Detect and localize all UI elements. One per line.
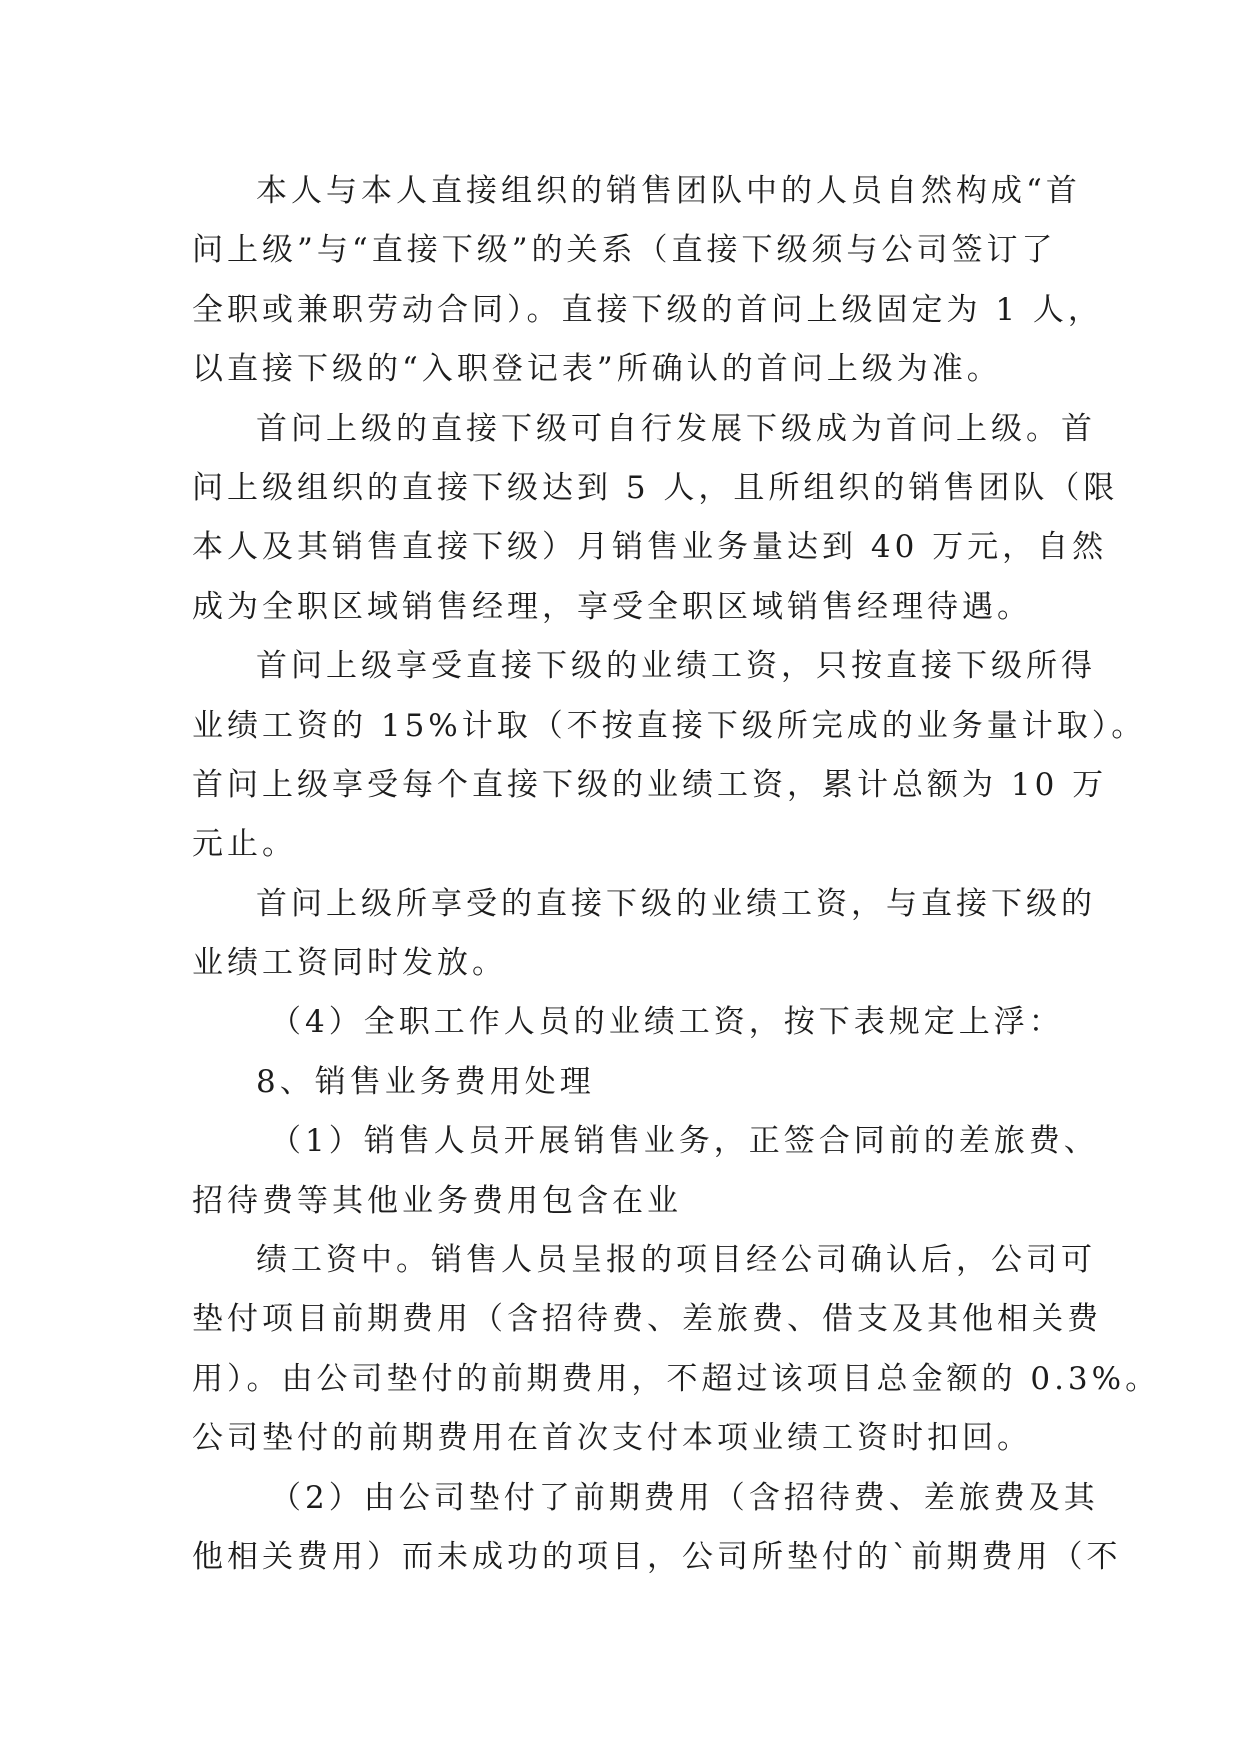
paragraph-line: 业绩工资同时发放。 bbox=[192, 945, 507, 982]
document-body bbox=[192, 162, 1161, 1587]
paragraph-line: 首问上级所享受的直接下级的业绩工资，与直接下级的 bbox=[256, 885, 1096, 922]
paragraph-line: 招待费等其他业务费用包含在业 bbox=[192, 1182, 682, 1219]
paragraph-line: （1）销售人员开展销售业务，正签合同前的差旅费、 bbox=[270, 1123, 1099, 1160]
paragraph-line: 垫付项目前期费用（含招待费、差旅费、借支及其他相关费 bbox=[192, 1301, 1102, 1338]
paragraph-line: 他相关费用）而未成功的项目，公司所垫付的`前期费用（不 bbox=[192, 1538, 1122, 1575]
section-heading: 8、销售业务费用处理 bbox=[256, 1063, 595, 1100]
paragraph-line: 问上级组织的直接下级达到 5 人，且所组织的销售团队（限 bbox=[192, 469, 1119, 506]
paragraph-line: 本人与本人直接组织的销售团队中的人员自然构成“首 bbox=[256, 173, 1081, 209]
paragraph-line: 用）。由公司垫付的前期费用，不超过该项目总金额的 0.3%。 bbox=[192, 1360, 1161, 1397]
paragraph-line: （2）由公司垫付了前期费用（含招待费、差旅费及其 bbox=[270, 1479, 1099, 1516]
paragraph-line: 问上级”与“直接下级”的关系（直接下级须与公司签订了 bbox=[192, 232, 1057, 269]
paragraph-line: 元止。 bbox=[192, 826, 297, 863]
paragraph-line: （4）全职工作人员的业绩工资，按下表规定上浮： bbox=[270, 1004, 1064, 1041]
paragraph-line: 绩工资中。销售人员呈报的项目经公司确认后，公司可 bbox=[256, 1242, 1096, 1279]
paragraph-line: 成为全职区域销售经理，享受全职区域销售经理待遇。 bbox=[192, 588, 1032, 625]
paragraph-line: 全职或兼职劳动合同）。直接下级的首问上级固定为 1 人， bbox=[192, 291, 1103, 328]
paragraph-line: 首问上级的直接下级可自行发展下级成为首问上级。首 bbox=[256, 410, 1096, 447]
paragraph-line: 首问上级享受直接下级的业绩工资，只按直接下级所得 bbox=[256, 648, 1096, 685]
paragraph-line: 公司垫付的前期费用在首次支付本项业绩工资时扣回。 bbox=[192, 1420, 1032, 1457]
paragraph-line: 以直接下级的“入职登记表”所确认的首问上级为准。 bbox=[192, 351, 1002, 388]
paragraph-line: 首问上级享受每个直接下级的业绩工资，累计总额为 10 万 bbox=[192, 766, 1108, 803]
paragraph-line: 本人及其销售直接下级）月销售业务量达到 40 万元，自然 bbox=[192, 529, 1108, 566]
paragraph-line: 业绩工资的 15%计取（不按直接下级所完成的业务量计取）。 bbox=[192, 707, 1147, 744]
